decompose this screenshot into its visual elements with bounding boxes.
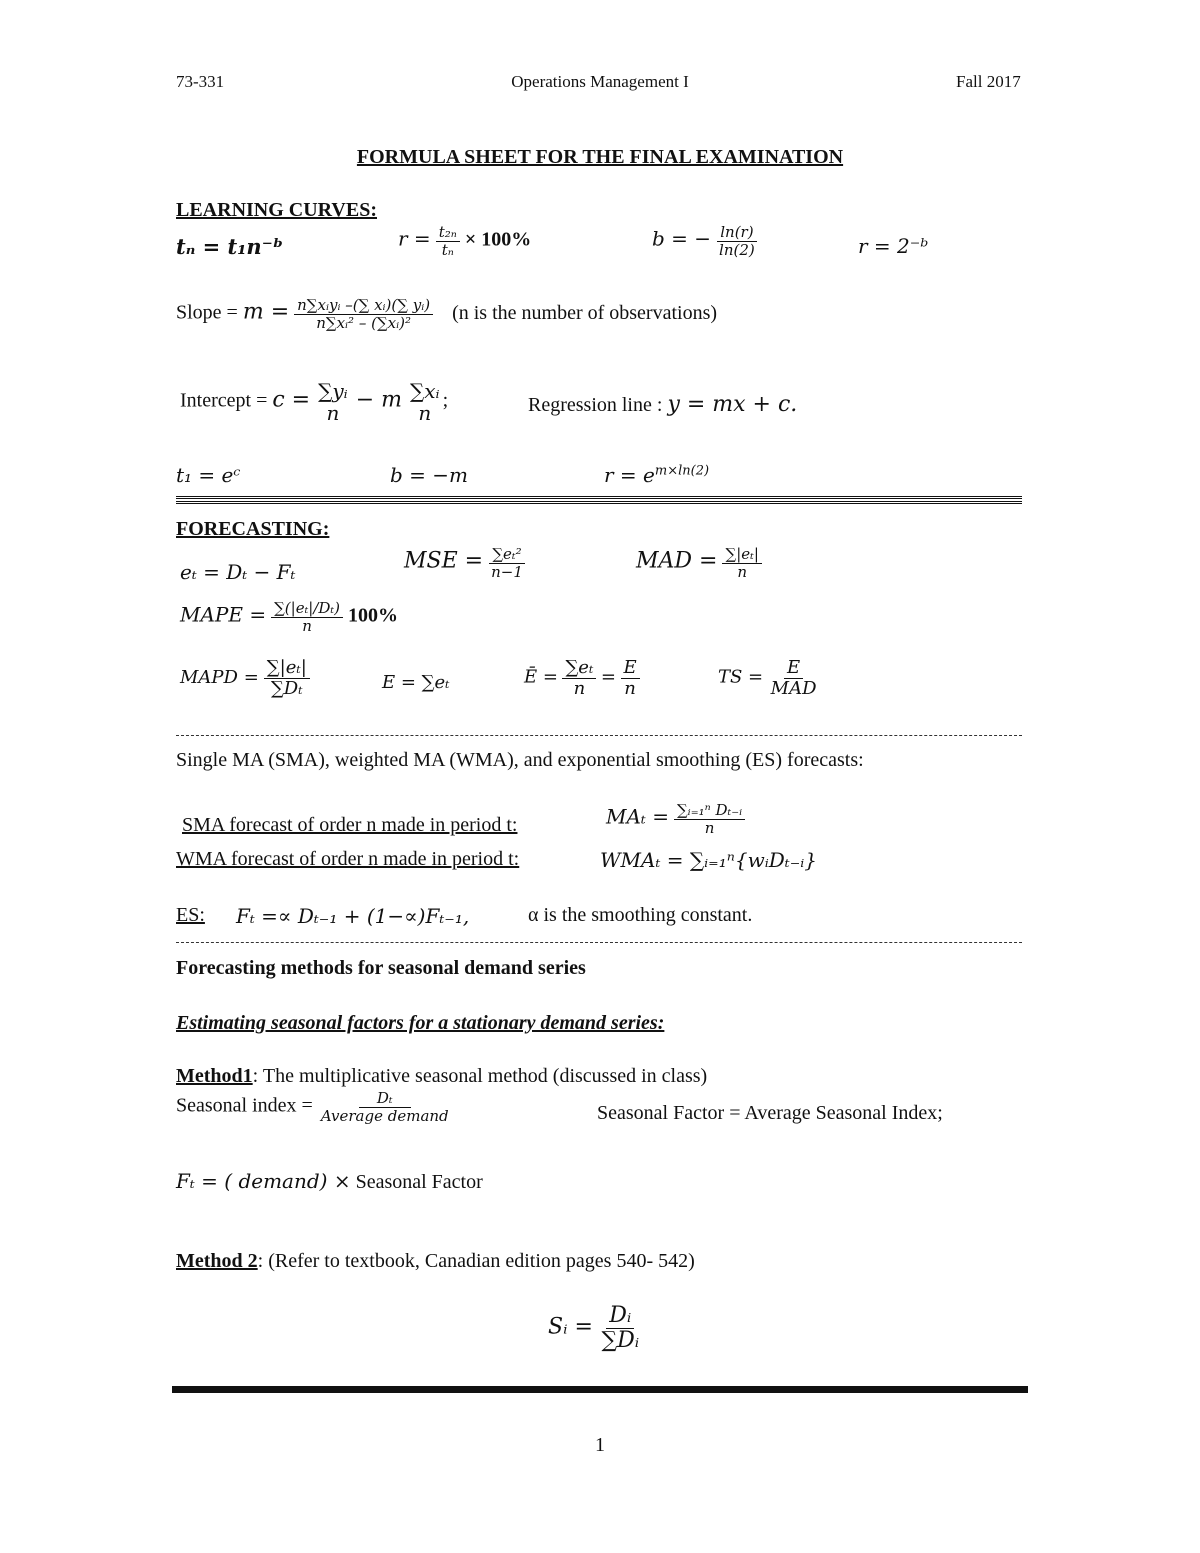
- mape-formula: [180, 600, 398, 634]
- b-num: ln(r): [717, 224, 756, 242]
- es-formula: Fₜ =∝ Dₜ₋₁ + (1−∝)Fₜ₋₁,: [236, 904, 470, 928]
- mad-den: n: [737, 562, 748, 581]
- forecasting-heading: FORECASTING:: [176, 518, 330, 540]
- ma-intro: Single MA (SMA), weighted MA (WMA), and exponential smoothing (ES) forecasts:: [176, 749, 864, 771]
- regression-eq: y = mx + c.: [667, 392, 798, 417]
- formula-b-ln: [652, 224, 758, 258]
- regression-line: [528, 392, 797, 417]
- course-code: 73-331: [176, 72, 225, 91]
- stationary-heading: Estimating seasonal factors for a stationary demand series:: [176, 1012, 665, 1034]
- course-name: Operations Management I: [511, 72, 689, 91]
- double-divider: [176, 496, 1022, 504]
- ebar-num2: E: [621, 658, 640, 679]
- ts-formula: [718, 658, 820, 699]
- ebar-den2: n: [624, 677, 636, 699]
- s-lhs: Sᵢ =: [548, 1314, 593, 1340]
- page-title: FORMULA SHEET FOR THE FINAL EXAMINATION: [356, 146, 844, 168]
- int-num1: ∑yᵢ: [318, 379, 348, 403]
- r-den: tₙ: [441, 240, 454, 259]
- mape-fraction: [271, 600, 343, 634]
- mapd-fraction: [264, 658, 310, 699]
- ebar-fraction-1: [562, 658, 596, 699]
- dashed-divider-1: [176, 735, 1022, 736]
- wma-formula: WMAₜ = ∑ᵢ₌₁ⁿ{wᵢDₜ₋ᵢ}: [600, 848, 818, 872]
- mad-fraction: [722, 546, 761, 580]
- mape-rhs: 100%: [347, 604, 398, 627]
- slope-var: m =: [242, 299, 290, 325]
- slope-num: n∑xᵢyᵢ –(∑ xᵢ)(∑ yᵢ): [294, 297, 433, 315]
- ft-text: Seasonal Factor: [355, 1171, 483, 1193]
- footer-rule: [172, 1386, 1028, 1393]
- regression-label: Regression line :: [528, 394, 663, 416]
- method1-line: [176, 1065, 707, 1088]
- sma-formula: [606, 802, 745, 836]
- s-num: Dᵢ: [606, 1304, 634, 1329]
- r-num: t₂ₙ: [436, 224, 460, 242]
- ts-lhs: TS =: [718, 666, 764, 688]
- mad-formula: [636, 546, 762, 580]
- ebar-den: n: [573, 677, 586, 699]
- t1-formula: t₁ = eᶜ: [176, 463, 241, 487]
- r-exp-base: r = e: [604, 463, 655, 487]
- mapd-num: ∑|eₜ|: [264, 658, 310, 679]
- mapd-den: ∑Dₜ: [270, 677, 303, 699]
- ts-fraction: [768, 658, 820, 699]
- sma-label: SMA forecast of order n made in period t:: [182, 814, 518, 836]
- int-den1: n: [326, 401, 340, 425]
- r-exp-formula: [604, 463, 709, 488]
- page-number: 1: [595, 1434, 605, 1456]
- int-num2: ∑xᵢ: [410, 379, 440, 403]
- b-slope-formula: b = −m: [390, 463, 468, 487]
- ts-num: E: [784, 658, 803, 679]
- si-den: Average demand: [320, 1106, 449, 1125]
- intercept-formula: [180, 380, 448, 424]
- formula-r-power: r = 2⁻ᵇ: [858, 234, 929, 258]
- r-fraction: [436, 224, 460, 258]
- mse-num: ∑eₜ²: [489, 546, 524, 564]
- intercept-label: Intercept =: [180, 389, 268, 412]
- mapd-lhs: MAPD =: [180, 666, 259, 688]
- ft-eq: Fₜ = ( demand) ×: [176, 1169, 351, 1193]
- mad-num: ∑|eₜ|: [722, 546, 761, 564]
- ebar-num: ∑eₜ: [562, 658, 596, 679]
- s-fraction: [598, 1304, 642, 1353]
- slope-note: (n is the number of observations): [452, 301, 718, 324]
- b-lhs: b = −: [652, 226, 712, 251]
- method2-label: Method 2: [176, 1250, 258, 1272]
- b-fraction: [716, 224, 758, 258]
- ebar-formula: [524, 658, 640, 699]
- intercept-var: c =: [272, 387, 311, 413]
- term: Fall 2017: [956, 72, 1021, 91]
- slope-formula: [176, 297, 717, 331]
- int-den2: n: [418, 401, 432, 425]
- seasonal-heading: Forecasting methods for seasonal demand series: [176, 957, 586, 979]
- seasonal-index-formula: [176, 1090, 452, 1124]
- ebar-eq: =: [600, 666, 616, 688]
- error-formula: eₜ = Dₜ − Fₜ: [180, 560, 296, 584]
- sma-den: n: [704, 818, 715, 837]
- int-mid: − m: [355, 387, 402, 413]
- method2-text: : (Refer to textbook, Canadian edition pages 540- 542): [257, 1250, 695, 1272]
- mse-den: n−1: [491, 562, 523, 581]
- sma-lhs: MAₜ =: [606, 804, 669, 829]
- sma-num: ∑ᵢ₌₁ⁿ Dₜ₋ᵢ: [674, 802, 745, 820]
- intercept-fraction-1: [315, 380, 351, 424]
- e-sum-formula: E = ∑eₜ: [382, 672, 450, 693]
- r-lhs: r =: [398, 226, 431, 251]
- ft-formula: [176, 1169, 483, 1194]
- mapd-formula: [180, 658, 310, 699]
- ts-den: MAD: [770, 677, 817, 699]
- int-end: ;: [442, 389, 449, 412]
- dashed-divider-2: [176, 942, 1022, 943]
- wma-label: WMA forecast of order n made in period t:: [176, 848, 520, 870]
- b-den: ln(2): [719, 240, 755, 259]
- slope-fraction: [294, 297, 433, 331]
- mse-lhs: MSE =: [404, 548, 484, 574]
- method1-label: Method1: [176, 1065, 253, 1087]
- si-share-formula: [548, 1304, 642, 1353]
- learning-curves-heading: LEARNING CURVES:: [176, 199, 377, 221]
- ebar-fraction-2: [621, 658, 640, 699]
- formula-r-ratio: [398, 224, 531, 258]
- mse-fraction: [488, 546, 526, 580]
- slope-label: Slope =: [176, 301, 238, 324]
- r-exponent: m×ln(2): [654, 463, 710, 479]
- es-note: α is the smoothing constant.: [528, 904, 753, 926]
- mape-num: ∑(|eₜ|/Dₜ): [271, 600, 343, 618]
- mse-formula: [404, 546, 526, 580]
- method1-text: : The multiplicative seasonal method (discussed in class): [252, 1065, 708, 1087]
- slope-den: n∑xᵢ² – (∑xᵢ)²: [316, 313, 412, 332]
- mad-lhs: MAD =: [636, 548, 718, 574]
- s-den: ∑Dᵢ: [601, 1328, 640, 1354]
- mape-den: n: [302, 616, 312, 635]
- si-label: Seasonal index =: [176, 1094, 313, 1117]
- si-num: Dₜ: [359, 1090, 411, 1108]
- intercept-fraction-2: [407, 380, 443, 424]
- ebar-lhs: Ē =: [524, 666, 558, 688]
- r-rhs: × 100%: [464, 228, 532, 251]
- seasonal-factor-text: Seasonal Factor = Average Seasonal Index;: [597, 1102, 943, 1124]
- mape-lhs: MAPE =: [180, 602, 267, 627]
- es-label: ES:: [176, 904, 205, 926]
- formula-tn: tₙ = t₁n⁻ᵇ: [176, 234, 284, 259]
- method2-line: [176, 1250, 695, 1273]
- si-fraction: [318, 1090, 452, 1124]
- sma-fraction: [674, 802, 745, 836]
